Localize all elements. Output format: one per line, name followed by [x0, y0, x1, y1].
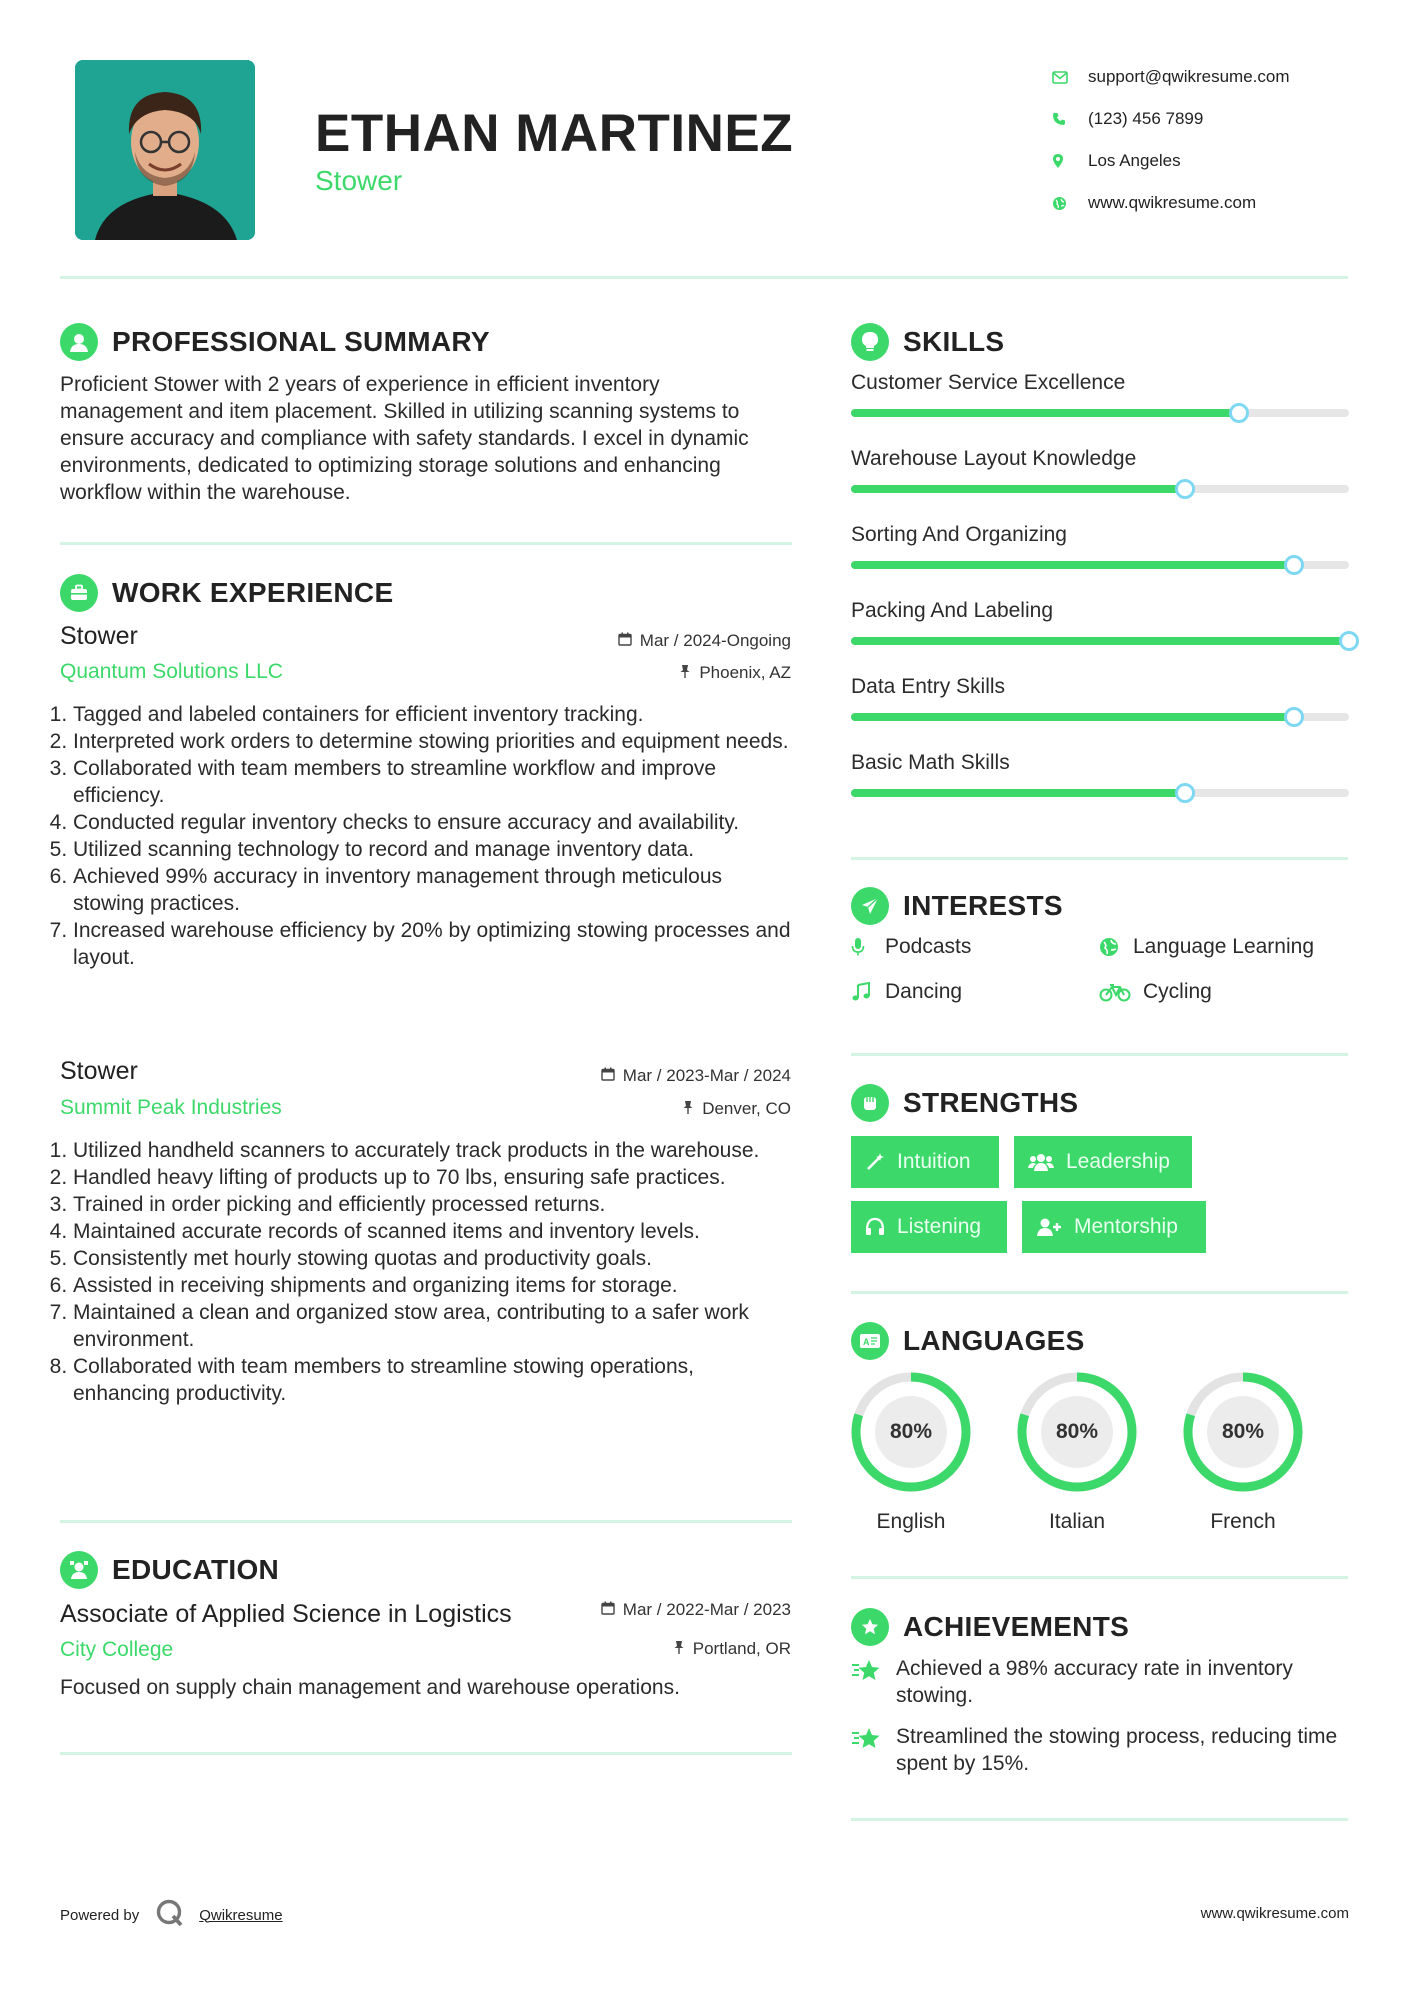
- strength-chip-intuition: [851, 1136, 999, 1188]
- user-icon: [60, 323, 98, 361]
- language-percent: 80%: [1221, 1420, 1265, 1443]
- strength-chip-mentorship: [1022, 1201, 1206, 1253]
- experience-divider: [60, 1520, 792, 1523]
- summary-title: PROFESSIONAL SUMMARY: [112, 326, 490, 357]
- skill-level-knob: [1175, 479, 1195, 499]
- qwikresume-logo-icon: [155, 1898, 185, 1932]
- achievement-item: [851, 1723, 1361, 1777]
- skill-level-bar: [851, 485, 1349, 493]
- star-icon: [851, 1723, 896, 1777]
- skill-level-bar: [851, 561, 1349, 569]
- contact-phone: [1050, 98, 1380, 140]
- strength-chip-leadership: [1014, 1136, 1192, 1188]
- list-item: 2. Handled heavy lifting of products up to 70 lbs, ensuring safe practices.: [73, 1164, 795, 1191]
- graduation-icon: [60, 1551, 98, 1589]
- job-1-date-text: Mar / 2024-Ongoing: [639, 631, 791, 650]
- users-icon: [1028, 1152, 1054, 1172]
- lightbulb-icon: [851, 323, 889, 361]
- skill-row: [851, 751, 1349, 797]
- language-item: [849, 1370, 973, 1534]
- interest-label: Language Learning: [1133, 935, 1315, 958]
- skill-level-bar: [851, 713, 1349, 721]
- strength-label: Leadership: [1066, 1150, 1170, 1173]
- experience-heading: [60, 574, 393, 612]
- profile-photo: [75, 60, 255, 240]
- education-school: City College: [60, 1638, 174, 1661]
- skill-row: [851, 371, 1349, 417]
- list-item: 1. Utilized handheld scanners to accurately track products in the warehouse.: [73, 1137, 795, 1164]
- skill-label: Sorting And Organizing: [851, 523, 1067, 546]
- microphone-icon: [851, 937, 885, 957]
- language-percent: 80%: [889, 1420, 933, 1443]
- skill-label: Warehouse Layout Knowledge: [851, 447, 1137, 470]
- skills-divider: [851, 857, 1348, 860]
- star-icon: [851, 1655, 896, 1709]
- job-2-company: Summit Peak Industries: [60, 1096, 282, 1119]
- list-item: 5. Consistently met hourly stowing quotas and productivity goals.: [73, 1245, 795, 1272]
- achievements-divider: [851, 1818, 1348, 1821]
- education-location-text: Portland, OR: [692, 1639, 791, 1658]
- interest-podcasts: [851, 935, 971, 959]
- skill-level-knob: [1229, 403, 1249, 423]
- job-1-duties: [55, 701, 795, 971]
- skill-level-bar: [851, 409, 1349, 417]
- skill-label: Customer Service Excellence: [851, 371, 1126, 394]
- skill-level-fill: [851, 561, 1294, 569]
- list-item: 6. Achieved 99% accuracy in inventory management through meticulous stowing practices.: [73, 863, 795, 917]
- education-heading: [60, 1551, 279, 1589]
- education-divider: [60, 1752, 792, 1755]
- language-name: Italian: [1048, 1510, 1106, 1533]
- strength-label: Listening: [897, 1215, 982, 1238]
- contact-list: [1050, 56, 1380, 224]
- skill-level-bar: [851, 789, 1349, 797]
- candidate-role: Stower: [315, 165, 403, 196]
- bicycle-icon: [1099, 982, 1143, 1002]
- list-item: 6. Assisted in receiving shipments and organizing items for storage.: [73, 1272, 795, 1299]
- education-degree: Associate of Applied Science in Logistics: [60, 1600, 512, 1628]
- qwikresume-link[interactable]: Qwikresume: [199, 1906, 283, 1924]
- education-date: [480, 1600, 791, 1620]
- job-1-location-text: Phoenix, AZ: [699, 663, 791, 682]
- list-item: 3. Trained in order picking and efficiently processed returns.: [73, 1191, 795, 1218]
- achievements-title: ACHIEVEMENTS: [903, 1611, 1130, 1642]
- job-2-duties: [55, 1137, 795, 1407]
- job-2-location: [480, 1099, 791, 1119]
- achievement-text: Streamlined the stowing process, reducing time spent by 15%.: [896, 1725, 1338, 1775]
- interests-heading: [851, 887, 1063, 925]
- job-1-title: Stower: [60, 622, 138, 650]
- language-percent: 80%: [1055, 1420, 1099, 1443]
- footer-website[interactable]: www.qwikresume.com: [1200, 1905, 1349, 1922]
- interest-dancing: [851, 980, 962, 1004]
- skill-level-knob: [1284, 555, 1304, 575]
- list-item: 4. Maintained accurate records of scanned items and inventory levels.: [73, 1218, 795, 1245]
- education-location: [480, 1639, 791, 1659]
- job-2-date: [480, 1066, 791, 1086]
- calendar-icon: [601, 1066, 615, 1086]
- language-name: English: [876, 1510, 946, 1533]
- strength-label: Mentorship: [1074, 1215, 1178, 1238]
- list-item: 1. Tagged and labeled containers for efficient inventory tracking.: [73, 701, 795, 728]
- skill-row: [851, 675, 1349, 721]
- achievements-heading: [851, 1608, 1129, 1646]
- languages-title: LANGUAGES: [903, 1325, 1085, 1356]
- language-card-icon: [851, 1322, 889, 1360]
- candidate-name: ETHAN MARTINEZ: [315, 104, 794, 163]
- strength-chip-listening: [851, 1201, 1007, 1253]
- interests-divider: [851, 1053, 1348, 1056]
- strengths-title: STRENGTHS: [903, 1087, 1079, 1118]
- experience-title: WORK EXPERIENCE: [112, 577, 394, 608]
- contact-email-text[interactable]: support@qwikresume.com: [1088, 67, 1290, 86]
- footer-powered-by: [60, 1898, 283, 1932]
- summary-heading: [60, 323, 490, 361]
- user-plus-icon: [1036, 1217, 1062, 1237]
- contact-phone-text: (123) 456 7899: [1088, 109, 1204, 128]
- education-description: Focused on supply chain management and warehouse operations.: [60, 1676, 680, 1699]
- skill-level-knob: [1175, 783, 1195, 803]
- contact-location: [1050, 140, 1380, 182]
- interests-title: INTERESTS: [903, 890, 1063, 921]
- skill-row: [851, 523, 1349, 569]
- list-item: 2. Interpreted work orders to determine stowing priorities and equipment needs.: [73, 728, 795, 755]
- location-icon: [1050, 153, 1088, 169]
- mail-icon: [1050, 71, 1088, 84]
- languages-heading: [851, 1322, 1085, 1360]
- interest-cycling: [1099, 980, 1212, 1004]
- achievement-item: [851, 1655, 1361, 1709]
- person-portrait-icon: [75, 60, 255, 240]
- calendar-icon: [618, 631, 632, 651]
- pin-icon: [679, 663, 691, 683]
- achievement-text: Achieved a 98% accuracy rate in inventory stowing.: [896, 1657, 1293, 1707]
- skill-row: [851, 447, 1349, 493]
- powered-by-label: Powered by: [60, 1906, 140, 1924]
- contact-website: [1050, 182, 1380, 224]
- job-1-date: [480, 631, 791, 651]
- globe-icon: [1050, 196, 1088, 211]
- skill-level-knob: [1284, 707, 1304, 727]
- summary-divider: [60, 542, 792, 545]
- strengths-divider: [851, 1291, 1348, 1294]
- language-item: [1015, 1370, 1139, 1534]
- header-divider: [60, 276, 1348, 279]
- interest-label: Dancing: [885, 980, 963, 1003]
- skills-title: SKILLS: [903, 326, 1005, 357]
- skill-level-bar: [851, 637, 1349, 645]
- job-1-company: Quantum Solutions LLC: [60, 660, 283, 683]
- skill-level-fill: [851, 713, 1294, 721]
- skill-level-fill: [851, 409, 1239, 417]
- skill-label: Packing And Labeling: [851, 599, 1053, 622]
- language-item: [1181, 1370, 1305, 1534]
- contact-email: [1050, 56, 1380, 98]
- phone-icon: [1050, 112, 1088, 126]
- music-note-icon: [851, 982, 885, 1002]
- list-item: 4. Conducted regular inventory checks to ensure accuracy and availability.: [73, 809, 795, 836]
- education-title: EDUCATION: [112, 1554, 280, 1585]
- list-item: 5. Utilized scanning technology to record and manage inventory data.: [73, 836, 795, 863]
- headphones-icon: [865, 1217, 885, 1237]
- skills-heading: [851, 323, 1004, 361]
- strengths-heading: [851, 1084, 1078, 1122]
- skill-level-knob: [1339, 631, 1359, 651]
- strength-label: Intuition: [897, 1150, 971, 1173]
- job-1-location: [480, 663, 791, 683]
- skill-level-fill: [851, 637, 1349, 645]
- skill-level-fill: [851, 485, 1185, 493]
- magic-wand-icon: [865, 1152, 885, 1172]
- skill-label: Basic Math Skills: [851, 751, 1010, 774]
- job-2-title: Stower: [60, 1057, 138, 1085]
- skill-label: Data Entry Skills: [851, 675, 1006, 698]
- briefcase-icon: [60, 574, 98, 612]
- star-badge-icon: [851, 1608, 889, 1646]
- list-item: 7. Maintained a clean and organized stow area, contributing to a safer work environment.: [73, 1299, 795, 1353]
- interest-label: Cycling: [1143, 980, 1212, 1003]
- fist-icon: [851, 1084, 889, 1122]
- contact-website-text[interactable]: www.qwikresume.com: [1088, 193, 1257, 212]
- list-item: 8. Collaborated with team members to streamline stowing operations, enhancing productivity.: [73, 1353, 795, 1407]
- interest-language-learning: [1099, 935, 1314, 959]
- globe-icon: [1099, 937, 1133, 957]
- pin-icon: [682, 1099, 694, 1119]
- language-name: French: [1210, 1510, 1276, 1533]
- skill-row: [851, 599, 1349, 645]
- contact-location-text: Los Angeles: [1088, 151, 1181, 170]
- list-item: 7. Increased warehouse efficiency by 20% by optimizing stowing processes and layout.: [73, 917, 795, 971]
- list-item: 3. Collaborated with team members to streamline workflow and improve efficiency.: [73, 755, 795, 809]
- paper-plane-icon: [851, 887, 889, 925]
- summary-text: Proficient Stower with 2 years of experience in efficient inventory management and item placement. Skilled in utilizing scanning systems to ensure accuracy and compliance with safety standards. I excel in dynamic environments, dedicated to optimizing storage solutions and enhancing workflow within the warehouse.: [60, 373, 749, 504]
- education-date-text: Mar / 2022-Mar / 2023: [622, 1600, 791, 1619]
- interest-label: Podcasts: [885, 935, 972, 958]
- skill-level-fill: [851, 789, 1185, 797]
- job-2-location-text: Denver, CO: [702, 1099, 791, 1118]
- calendar-icon: [601, 1600, 615, 1620]
- job-2-date-text: Mar / 2023-Mar / 2024: [622, 1066, 791, 1085]
- svg-text:A: A: [863, 1337, 870, 1347]
- pin-icon: [673, 1639, 685, 1659]
- languages-divider: [851, 1576, 1348, 1579]
